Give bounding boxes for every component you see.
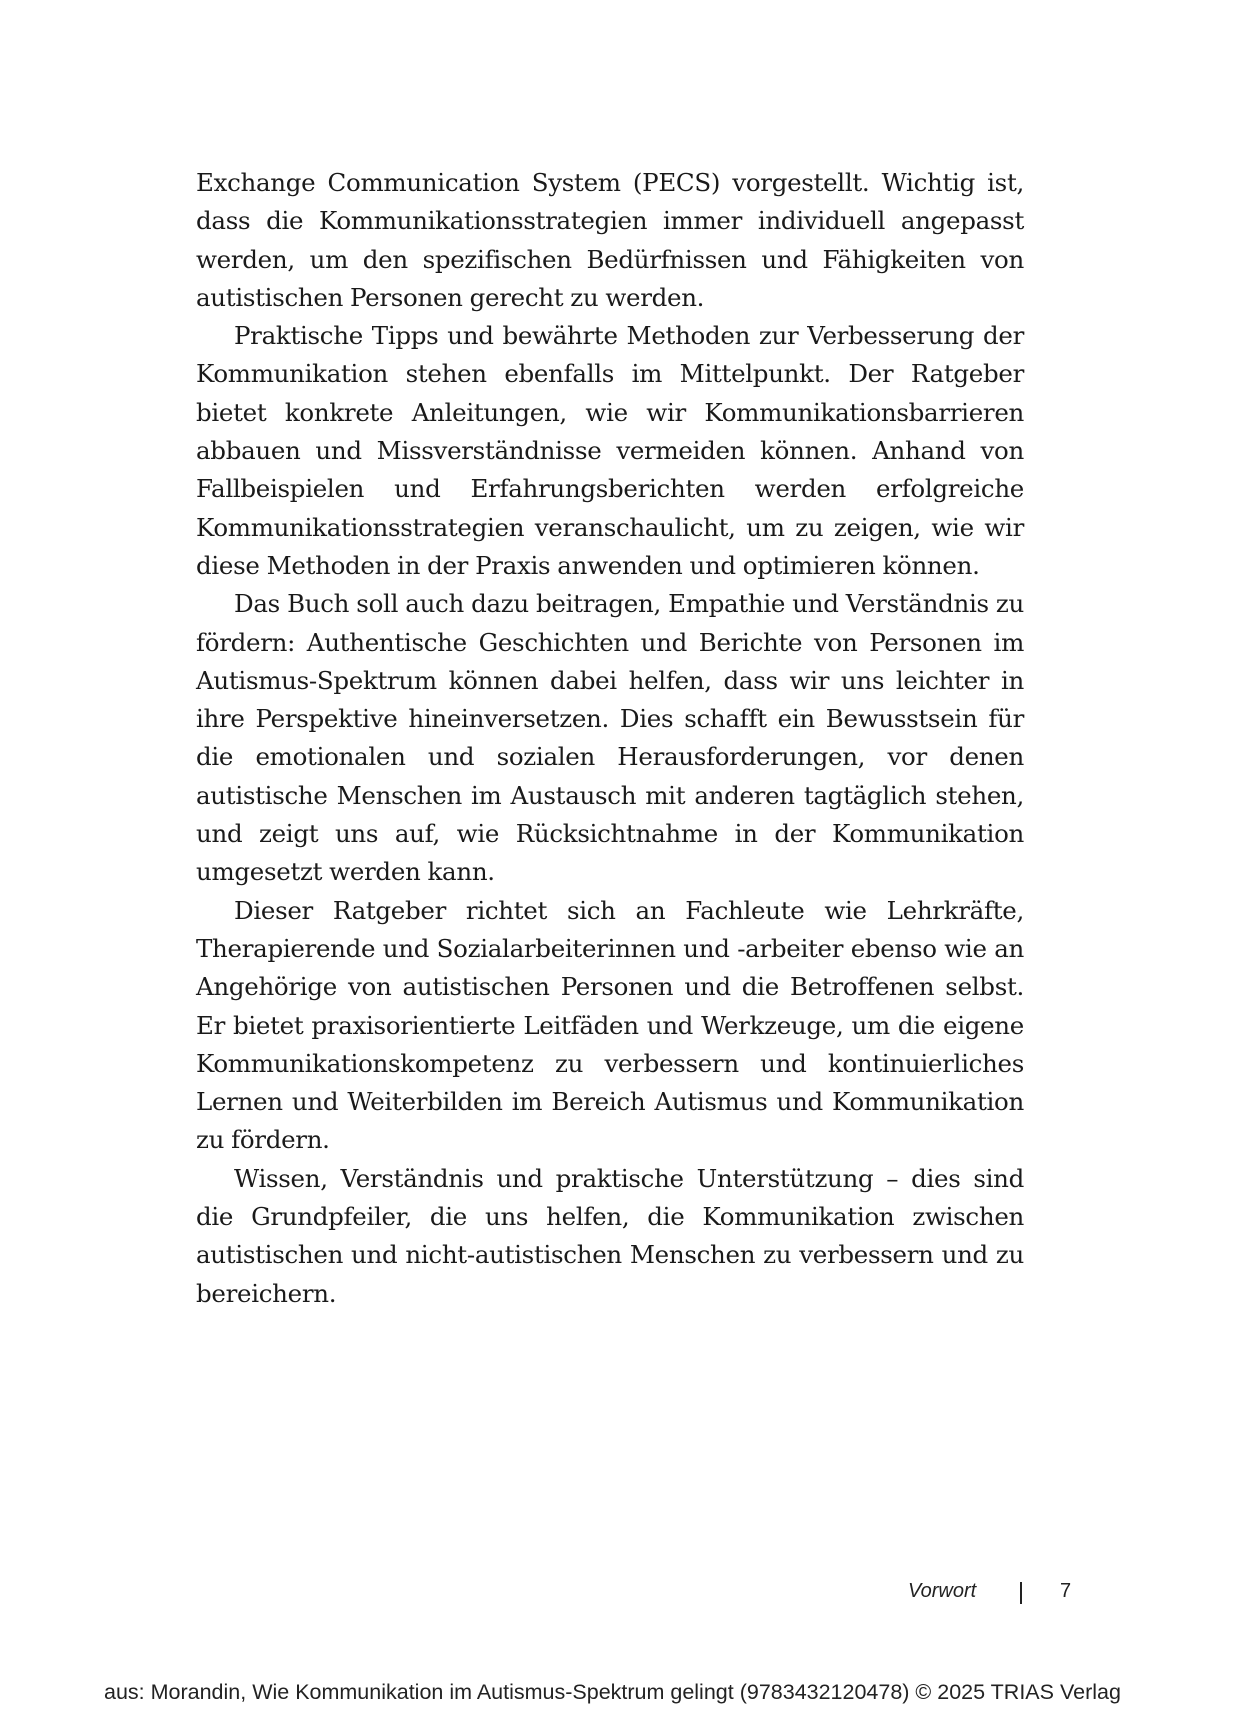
footer-separator bbox=[1020, 1582, 1022, 1604]
running-footer bbox=[880, 1580, 1080, 1610]
body-text bbox=[196, 164, 1024, 1313]
paragraph-4: Dieser Ratgeber richtet sich an Fachleute wie Lehrkräfte, Therapierende und Sozialarbeiterinnen und -arbeiter ebenso wie an Angehörige von autistischen Personen und die Betroffenen selbst. Er bietet praxisorientierte Leitfäden und Werkzeuge, um die eigene Kommunikationskompetenz zu verbessern und kontinuierliches Lernen und Weiterbilden im Bereich Autismus und Kommunikation zu fördern. bbox=[196, 895, 1024, 1155]
paragraph-3: Das Buch soll auch dazu beitragen, Empathie und Verständnis zu fördern: Authentische Geschichten und Berichte von Personen im Autismus-Spektrum können dabei helfen, dass wir uns leichter in ihre Perspektive hineinversetzen. Dies schafft ein Bewusstsein für die emotionalen und sozialen Herausforderungen, vor denen autistische Menschen im Austausch mit anderen tagtäglich stehen, und zeigt uns auf, wie Rücksichtnahme in der Kommunikation umgesetzt werden kann. bbox=[196, 589, 1024, 887]
paragraph-5: Wissen, Verständnis und praktische Unterstützung – dies sind die Grundpfeiler, die uns helfen, die Kommunikation zwischen autistischen und nicht-autistischen Menschen zu verbessern und zu bereichern. bbox=[196, 1163, 1024, 1308]
section-title: Vorwort bbox=[908, 1580, 977, 1602]
paragraph-2: Praktische Tipps und bewährte Methoden zur Verbesserung der Kommunikation stehen ebenfalls im Mittelpunkt. Der Ratgeber bietet konkrete Anleitungen, wie wir Kommunikationsbarrieren abbauen und Missverständnisse vermeiden können. Anhand von Fallbeispielen und Erfahrungsberichten werden erfolgreiche Kommunikationsstrategien veranschaulicht, um zu zeigen, wie wir diese Methoden in der Praxis anwenden und optimieren können. bbox=[196, 321, 1024, 580]
source-note: aus: Morandin, Wie Kommunikation im Autismus-Spektrum gelingt (9783432120478) © 2025 TRIAS Verlag bbox=[104, 1680, 1121, 1704]
page-number: 7 bbox=[1060, 1580, 1072, 1602]
paragraph-1: Exchange Communication System (PECS) vorgestellt. Wichtig ist, dass die Kommunikationsstrategien immer individuell angepasst werden, um den spezifischen Bedürfnissen und Fähigkeiten von autistischen Personen gerecht zu werden. bbox=[196, 168, 1024, 312]
